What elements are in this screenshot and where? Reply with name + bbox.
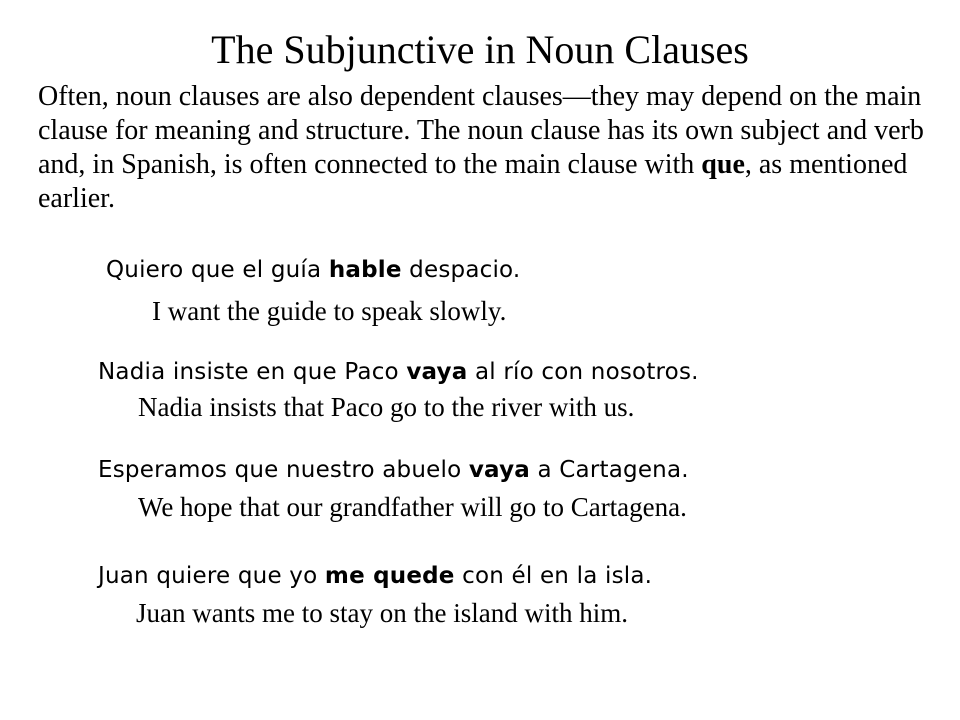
spanish-text: Nadia insiste en que Paco xyxy=(98,359,407,385)
spanish-text: con él en la isla. xyxy=(454,563,653,589)
spanish-text: Quiero que el guía xyxy=(106,257,329,283)
example-1 xyxy=(106,254,520,328)
spanish-text: despacio. xyxy=(401,257,521,283)
intro-text-after: , as mentioned earlier. xyxy=(38,149,908,214)
example-2-spanish xyxy=(98,356,699,388)
intro-paragraph xyxy=(38,80,938,216)
subjunctive-verb: vaya xyxy=(406,359,468,385)
example-4-english: Juan wants me to stay on the island with him. xyxy=(136,598,628,628)
intro-text-before: Often, noun clauses are also dependent clauses—they may depend on the main clause for meaning and structure. The noun clause has its own subject and verb and, in Spanish, is often connected to the main clause with xyxy=(38,81,924,180)
example-1-english: I want the guide to speak slowly. xyxy=(152,296,507,326)
spanish-text: al río con nosotros. xyxy=(467,359,699,385)
example-3 xyxy=(98,454,689,524)
example-4-spanish xyxy=(98,560,652,592)
example-4 xyxy=(98,560,652,630)
subjunctive-verb: vaya xyxy=(468,457,530,483)
spanish-text: a Cartagena. xyxy=(529,457,689,483)
example-3-english: We hope that our grandfather will go to Cartagena. xyxy=(138,492,687,522)
slide-title: The Subjunctive in Noun Clauses xyxy=(211,27,749,72)
spanish-text: Esperamos que nuestro abuelo xyxy=(98,457,469,483)
subjunctive-verb: hable xyxy=(328,257,402,283)
intro-keyword: que xyxy=(701,149,745,180)
example-2-english: Nadia insists that Paco go to the river with us. xyxy=(138,392,635,422)
spanish-text: Juan quiere que yo xyxy=(98,563,325,589)
example-3-spanish xyxy=(98,454,689,486)
subjunctive-verb: me quede xyxy=(324,563,455,589)
example-2 xyxy=(98,356,699,424)
example-1-spanish xyxy=(106,254,520,286)
